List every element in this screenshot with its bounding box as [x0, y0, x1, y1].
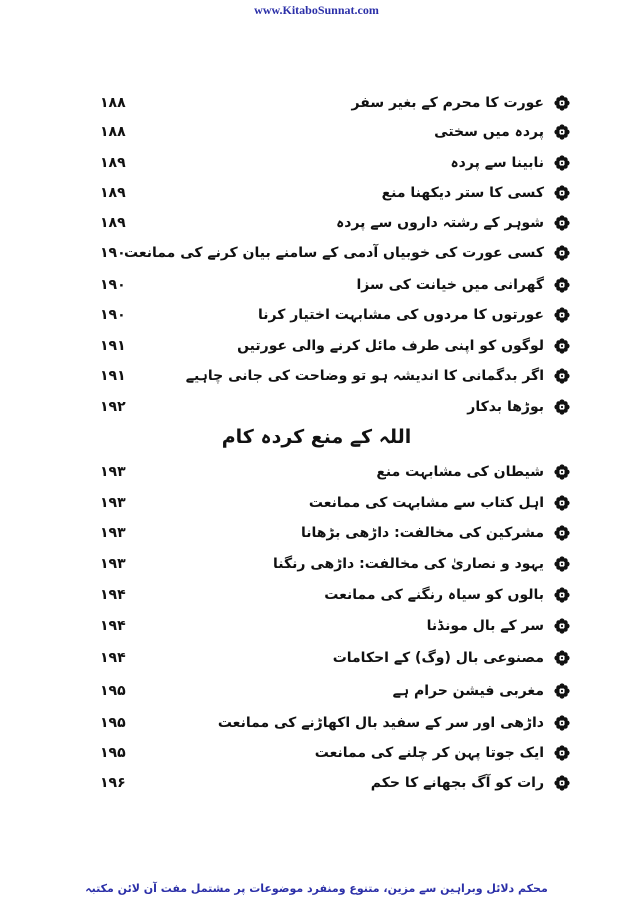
toc-page-number: ۱۹۶	[100, 775, 126, 791]
flower-bullet-icon	[554, 368, 570, 384]
toc-page-number: ۱۸۹	[100, 185, 126, 201]
toc-entry-title: گھرانی میں خیانت کی سزا	[356, 277, 544, 293]
toc-entry[interactable]	[100, 365, 570, 391]
toc-entry[interactable]	[100, 522, 570, 548]
toc-entry[interactable]	[100, 92, 570, 118]
flower-bullet-icon	[554, 124, 570, 140]
toc-entry[interactable]	[100, 274, 570, 300]
toc-page-number: ۱۹۵	[100, 745, 126, 761]
toc-entry-title: سر کے بال مونڈنا	[426, 618, 544, 634]
toc-entry[interactable]	[100, 712, 570, 738]
toc-page-number: ۱۹۳	[100, 464, 126, 480]
flower-bullet-icon	[554, 95, 570, 111]
footer-tagline: محکم دلائل وبراہین سے مزین، متنوع ومنفرد موضوعات پر مشتمل مفت آن لائن مکتبہ	[85, 882, 548, 895]
flower-bullet-icon	[554, 338, 570, 354]
toc-entry[interactable]	[100, 492, 570, 518]
toc-entry-title: عورتوں کا مردوں کی مشابہت اختیار کرنا	[258, 307, 544, 323]
toc-page-number: ۱۹۰	[100, 277, 126, 293]
header-url[interactable]: www.KitaboSunnat.com	[254, 3, 379, 17]
toc-page-number: ۱۹۵	[100, 683, 126, 699]
toc-entry-title: بوڑھا بدکار	[467, 399, 544, 415]
flower-bullet-icon	[554, 650, 570, 666]
toc-page-number: ۱۸۹	[100, 155, 126, 171]
toc-entry-title: شیطان کی مشابہت منع	[376, 464, 544, 480]
toc-page-number: ۱۹۲	[100, 399, 126, 415]
toc-entry-title: ایک جوتا پہن کر چلنے کی ممانعت	[314, 745, 544, 761]
toc-page-number: ۱۸۸	[100, 124, 126, 140]
flower-bullet-icon	[554, 245, 570, 261]
flower-bullet-icon	[554, 618, 570, 634]
toc-page-number: ۱۹۰	[100, 307, 126, 323]
toc-entry-title: رات کو آگ بجھانے کا حکم	[370, 775, 544, 791]
toc-entry[interactable]	[100, 584, 570, 610]
toc-entry-title: کسی عورت کی خوبیاں آدمی کے سامنے بیان کرنے کی ممانعت	[124, 245, 544, 261]
toc-entry[interactable]	[100, 615, 570, 641]
toc-entry-title: یہود و نصاریٰ کی مخالفت: داڑھی رنگنا	[273, 556, 544, 572]
flower-bullet-icon	[554, 715, 570, 731]
toc-page-number: ۱۸۸	[100, 95, 126, 111]
toc-entry[interactable]	[100, 647, 570, 673]
toc-entry[interactable]	[100, 242, 570, 268]
toc-entry[interactable]	[100, 680, 570, 706]
toc-entry[interactable]	[100, 121, 570, 147]
toc-page-number: ۱۹۴	[100, 587, 126, 603]
flower-bullet-icon	[554, 215, 570, 231]
toc-entry-title: اہل کتاب سے مشابہت کی ممانعت	[308, 495, 544, 511]
toc-page-number: ۱۹۳	[100, 525, 126, 541]
toc-page-number: ۱۹۰	[100, 245, 126, 261]
flower-bullet-icon	[554, 745, 570, 761]
section-heading: اللہ کے منع کردہ کام	[221, 426, 412, 448]
toc-page-number: ۱۹۴	[100, 650, 126, 666]
toc-entry-title: مشرکین کی مخالفت: داڑھی بڑھانا	[300, 525, 544, 541]
toc-entry-title: نابینا سے پردہ	[450, 155, 544, 171]
toc-entry-title: شوہر کے رشتہ داروں سے پردہ	[336, 215, 544, 231]
toc-entry[interactable]	[100, 742, 570, 768]
toc-entry[interactable]	[100, 772, 570, 798]
toc-entry-title: لوگوں کو اپنی طرف مائل کرنے والی عورتیں	[237, 338, 544, 354]
toc-entry-title: پردہ میں سختی	[434, 124, 544, 140]
toc-page-number: ۱۹۱	[100, 368, 126, 384]
toc-entry[interactable]	[100, 182, 570, 208]
toc-entry-title: مصنوعی بال (وگ) کے احکامات	[332, 650, 544, 666]
flower-bullet-icon	[554, 277, 570, 293]
toc-entry[interactable]	[100, 553, 570, 579]
toc-entry[interactable]	[100, 396, 570, 422]
toc-entry[interactable]	[100, 304, 570, 330]
toc-entry-title: عورت کا محرم کے بغیر سفر	[351, 95, 544, 111]
toc-entry-title: کسی کا ستر دیکھنا منع	[381, 185, 544, 201]
toc-entry[interactable]	[100, 335, 570, 361]
flower-bullet-icon	[554, 464, 570, 480]
flower-bullet-icon	[554, 495, 570, 511]
flower-bullet-icon	[554, 775, 570, 791]
flower-bullet-icon	[554, 556, 570, 572]
toc-entry-title: مغربی فیشن حرام ہے	[392, 683, 544, 699]
toc-entry-title: داڑھی اور سر کے سفید بال اکھاڑنے کی ممانعت	[217, 715, 544, 731]
flower-bullet-icon	[554, 185, 570, 201]
toc-page-number: ۱۸۹	[100, 215, 126, 231]
flower-bullet-icon	[554, 683, 570, 699]
toc-entry-title: اگر بدگمانی کا اندیشہ ہو تو وضاحت کی جانی چاہیے	[185, 368, 544, 384]
toc-page-number: ۱۹۵	[100, 715, 126, 731]
toc-page-number: ۱۹۴	[100, 618, 126, 634]
flower-bullet-icon	[554, 155, 570, 171]
flower-bullet-icon	[554, 307, 570, 323]
toc-entry[interactable]	[100, 212, 570, 238]
toc-page-number: ۱۹۳	[100, 495, 126, 511]
toc-page-number: ۱۹۱	[100, 338, 126, 354]
toc-entry[interactable]	[100, 461, 570, 487]
toc-entry[interactable]	[100, 152, 570, 178]
toc-entry-title: بالوں کو سیاہ رنگنے کی ممانعت	[324, 587, 544, 603]
toc-page-number: ۱۹۳	[100, 556, 126, 572]
flower-bullet-icon	[554, 587, 570, 603]
flower-bullet-icon	[554, 399, 570, 415]
flower-bullet-icon	[554, 525, 570, 541]
